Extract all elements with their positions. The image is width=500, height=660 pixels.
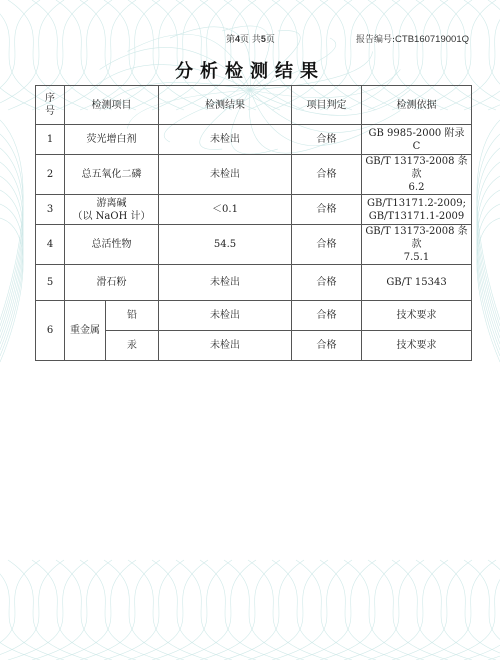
row-item: 滑石粉 bbox=[65, 265, 159, 301]
row-judgement: 合格 bbox=[292, 301, 362, 331]
row-basis: 技术要求 bbox=[362, 331, 472, 361]
row-item: 总活性物 bbox=[65, 225, 159, 265]
row-basis: GB/T13171.2-2009; GB/T13171.1-2009 bbox=[362, 195, 472, 225]
row-judgement: 合格 bbox=[292, 195, 362, 225]
table-header-row bbox=[36, 86, 472, 125]
row-no: 4 bbox=[36, 225, 65, 265]
row-result: 未检出 bbox=[159, 301, 292, 331]
row-basis: GB/T 15343 bbox=[362, 265, 472, 301]
row-basis: GB/T 13173-2008 条款 7.5.1 bbox=[362, 225, 472, 265]
row-judgement: 合格 bbox=[292, 125, 362, 155]
header-judgement: 项目判定 bbox=[292, 86, 362, 125]
row-result: 未检出 bbox=[159, 155, 292, 195]
row-no: 5 bbox=[36, 265, 65, 301]
row-judgement: 合格 bbox=[292, 331, 362, 361]
row-result: ＜0.1 bbox=[159, 195, 292, 225]
table-row bbox=[36, 225, 472, 265]
header-basis: 检测依据 bbox=[362, 86, 472, 125]
row-basis: GB 9985-2000 附录 C bbox=[362, 125, 472, 155]
row-subitem: 铅 bbox=[106, 301, 159, 331]
page-title: 分析检测结果 bbox=[175, 61, 325, 82]
row-item: 荧光增白剂 bbox=[65, 125, 159, 155]
row-no: 2 bbox=[36, 155, 65, 195]
row-no: 6 bbox=[36, 301, 65, 361]
row-subitem: 汞 bbox=[106, 331, 159, 361]
header-item: 检测项目 bbox=[65, 86, 159, 125]
table-row bbox=[36, 301, 472, 331]
table-row bbox=[36, 125, 472, 155]
row-no: 3 bbox=[36, 195, 65, 225]
row-judgement: 合格 bbox=[292, 155, 362, 195]
row-item: 游离碱 （以 NaOH 计） bbox=[65, 195, 159, 225]
row-group: 重金属 bbox=[65, 301, 106, 361]
row-result: 未检出 bbox=[159, 265, 292, 301]
row-item: 总五氧化二磷 bbox=[65, 155, 159, 195]
header-result: 检测结果 bbox=[159, 86, 292, 125]
row-no: 1 bbox=[36, 125, 65, 155]
results-table bbox=[35, 85, 472, 361]
row-judgement: 合格 bbox=[292, 225, 362, 265]
row-basis: GB/T 13173-2008 条款 6.2 bbox=[362, 155, 472, 195]
table-row bbox=[36, 195, 472, 225]
header-no: 序 号 bbox=[36, 86, 65, 125]
row-judgement: 合格 bbox=[292, 265, 362, 301]
table-row bbox=[36, 155, 472, 195]
page-number: 第4页 共5页 bbox=[226, 34, 275, 45]
report-number: 报告编号:CTB160719001Q bbox=[356, 34, 469, 45]
table-row bbox=[36, 265, 472, 301]
row-result: 未检出 bbox=[159, 125, 292, 155]
row-basis: 技术要求 bbox=[362, 301, 472, 331]
row-result: 未检出 bbox=[159, 331, 292, 361]
row-result: 54.5 bbox=[159, 225, 292, 265]
